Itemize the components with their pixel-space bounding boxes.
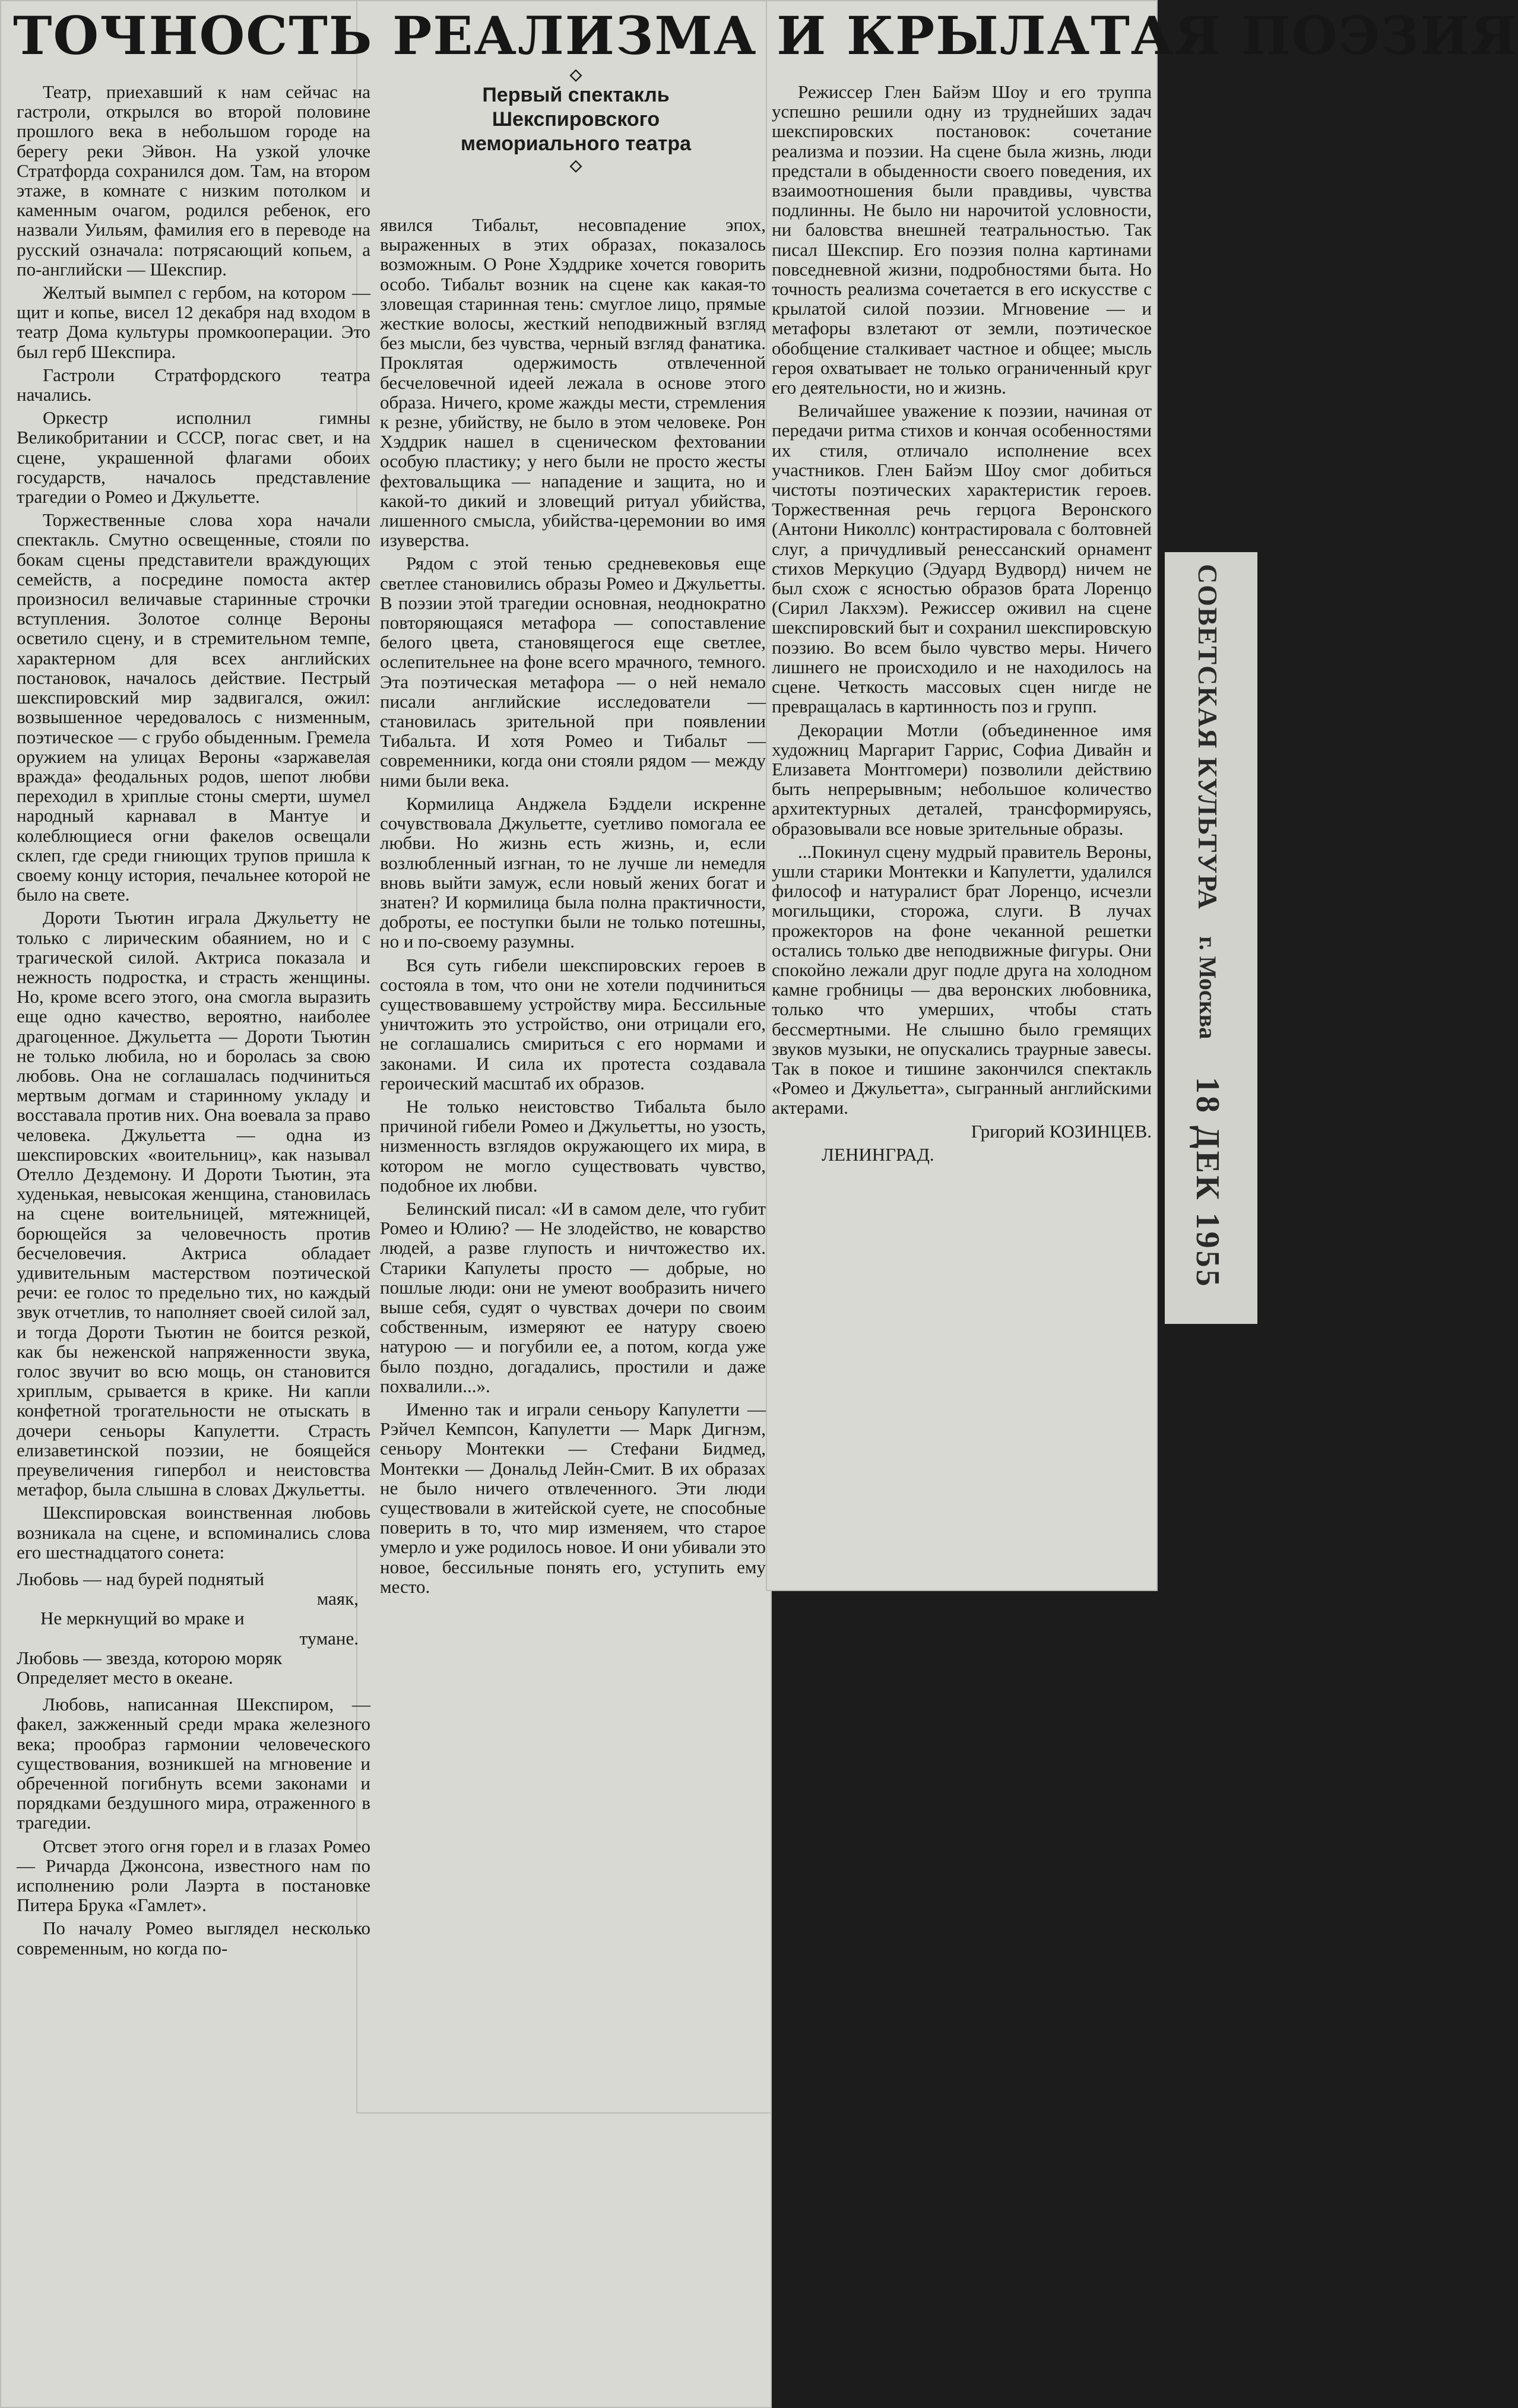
paragraph: Театр, приехавший к нам сейчас на гастроли, открылся во второй половине прошлого века в небольшом городе на берегу реки Эйвон. На узкой улочке Стратфорда сохранился дом. Там, на втором этаже, в комнате с низким потолком и каменным очагом, родился ребенок, его назвали Уильям, фамилия его в переводе на русский означала: потрясающий копьем, а по-английски — Шекспир.	[17, 81, 370, 280]
author-city: ЛЕНИНГРАД.	[822, 1143, 934, 1165]
paragraph: Любовь, написанная Шекспиром, — факел, зажженный среди мрака железного века; прообраз гармонии человеческого существования, возникшей на мгновение и обреченной погибнуть всеми законами и порядками бездушного мира, отраженного в трагедии.	[17, 1694, 370, 1833]
stamp-text	[1189, 564, 1227, 1289]
paragraph: Вся суть гибели шекспировских героев в состояла в том, что они не хотели подчиниться существовавшему устройству мира. Бессильные уничтожить это устройство, они отрицали его, не соглашались смириться с его нормами и законами. И сила их протеста создавала героический масштаб их образов.	[380, 954, 766, 1094]
paragraph: Желтый вымпел с гербом, на котором — щит и копье, висел 12 декабря над входом в театр Дома культуры промкооперации. Это был герб Шекспира.	[17, 282, 370, 362]
subheading-line: мемориального театра	[460, 132, 692, 155]
paragraph: Оркестр исполнил гимны Великобритании и СССР, погас свет, и на сцене, украшенной флагами обоих государств, началось представление трагедии о Ромео и Джульетте.	[17, 407, 370, 508]
stamp-newspaper-name: СОВЕТСКАЯ КУЛЬТУРА	[1193, 564, 1223, 910]
subheading-line: Первый спектакль	[482, 84, 670, 106]
verse-line: маяк,	[316, 1588, 359, 1609]
paragraph: ...Покинул сцену мудрый правитель Вероны, ушли старики Монтекки и Капулетти, удалился философ и натуралист брат Лоренцо, исчезли могильщики, сторожа, слуги. В лучах прожекторов на фоне чеканной решетки остались только две неподвижные фигуры. Они спокойно лежали друг подле друга на холодном камне гробницы — два веронских любовника, только что умерших, чтобы стать бессмертными. Не слышно было гремящих звуков музыки, не опускались траурные завесы. Так в покое и тишине закончился спектакль «Ромео и Джульетта», сыгранный английскими актерами.	[772, 841, 1152, 1119]
article-subheading	[386, 65, 766, 174]
paragraph: Белинский писал: «И в самом деле, что губит Ромео и Юлию? — Не злодейство, не коварство людей, а разве глупость и ничтожество их. Старики Капулеты просто — добрые, но пошлые люди: они не умеют вообразить ничего выше себя, судят о чувствах дочери по своим собственным, измеряют ее натуру своею натурою — и погубили ее, а потом, когда уже было поздно, догадались, простили и даже похвалили...».	[380, 1197, 766, 1396]
verse-line: Любовь — над бурей поднятый	[17, 1569, 265, 1590]
paragraph: явился Тибальт, несовпадение эпох, выраженных в этих образах, показалось возможным. О Роне Хэддрике хочется говорить особо. Тибальт возник на сцене как какая-то зловещая старинная тень: смуглое лицо, прямые жесткие волосы, жесткий неподвижный взгляд без мысли, без чувства, черный взгляд фанатика. Проклятая одержимость отвлеченной бесчеловечной идеей лежала в основе этого образа. Ничего, кроме жажды мести, стремления к резне, убийству, не было в этом человеке. Рон Хэддрик нашел в сценическом фехтовании особую пластику; у него были не просто жесты фехтовальщика — нападение и защита, но и какой-то дикий и зловещий ритуал убийства, лишенного смысла, убийства-церемонии во имя изуверства.	[380, 214, 766, 551]
author-signature: Григорий КОЗИНЦЕВ.	[971, 1120, 1152, 1142]
verse-line: Не меркнущий во мраке и	[40, 1608, 245, 1629]
paragraph: Шекспировская воинственная любовь возникала на сцене, и вспоминались слова его шестнадцатого сонета:	[17, 1502, 370, 1563]
paragraph: Рядом с этой тенью средневековья еще светлее становились образы Ромео и Джульетты. В поэзии этой трагедии основная, неоднократно повторяющаяся метафора — сопоставление белого цвета, становящегося еще светлее, ослепительнее на фоне всего мрачного, темного. Эта поэтическая метафора — о ней немало писали английские исследователи — становилась зрительной при появлении Тибальта. И хотя Ромео и Тибальт — современники, когда они стояли рядом — между ними были века.	[380, 553, 766, 791]
verse-line: Любовь — звезда, которою моряк	[17, 1647, 283, 1668]
article-headline: ТОЧНОСТЬ РЕАЛИЗМА И КРЫЛАТАЯ ПОЭЗИЯ	[13, 5, 1518, 66]
paragraph: Дороти Тьютин играла Джульетту не только с лирическим обаянием, но и с трагической силой. Актриса показала и нежность подростка, и страсть женщины. Но, кроме всего этого, она смогла выразить еще одно качество, вероятно, наиболее драгоценное. Джульетта — Дороти Тьютин не только любила, но и боролась за свою любовь. Она не соглашалась подчиниться мертвым догмам и старинному укладу и восставала против них. Она воевала за право человека. Джульетта — одна из шекспировских «воительниц», как называл Отелло Дездемону. И Дороти Тьютин, эта худенькая, невысокая женщина, становилась на сцене воительницей, мятежницей, борющейся за человечность против бесчеловечия. Актриса обладает удивительным мастерством поэтической речи: ее голос то предельно тих, но каждый звук отчетлив, то наполняет своей силой зал, и тогда Дороти Тьютин не боится резкой, как бы неженской напряженности звука, голос звучит во всю мощь, он становится хриплым, срывается в крике. Ни капли конфетной трогательности не отыскать в дочери сеньоры Капулетти. Страсть елизаветинской поэзии, не боящейся преувеличения гипербол и неистовства метафор, была слышна в словах Джульетты.	[17, 907, 370, 1500]
paragraph: Режиссер Глен Байэм Шоу и его труппа успешно решили одну из труднейших задач шекспировских постановок: сочетание реализма и поэзии. На сцене была жизнь, люди предстали в обыденности своего поведения, их взаимоотношения были правдивы, чувства подлинны. Не было ни нарочитой условности, ни баловства внешней театральностью. Так писал Шекспир. Его поэзия полна картинами повседневной жизни, подробностями быта. Но точность реализма сочетается в его искусстве с крылатой силой поэзии. Мгновение — и метафоры взлетают от земли, поэтическое обобщение сталкивает частное и общее; мысль героя охватывает не только ограниченный круг его деятельности, но и жизнь.	[772, 81, 1152, 398]
article-column-2	[380, 215, 766, 1596]
paragraph: Не только неистовство Тибальта было причиной гибели Ромео и Джульетты, но узость, низменность взглядов окружающего их мира, в котором не могло существовать чувство, подобное их любви.	[380, 1095, 766, 1196]
paragraph: Гастроли Стратфордского театра начались.	[17, 364, 370, 405]
paragraph: Торжественные слова хора начали спектакль. Смутно освещенные, стояли по бокам сцены представители враждующих семейств, а посредине помоста актер произносил величавые старинные строчки вступления. Золотое солнце Вероны осветило сцену, и в стремительном темпе, характерном для всех английских постановок, началось действие. Пестрый шекспировский мир задвигался, ожил: возвышенное чередовалось с низменным, поэтическое — с грубо обыденным. Гремела оружием на улицах Вероны «заржавелая вражда» феодальных родов, шепот любви переходил в хриплые стоны смерти, шумел народный карнавал в Мантуе и колеблющиеся огни факелов освещали склеп, где среди гниющих трупов пришла к своему концу история, печальнее которой не было на свете.	[17, 509, 370, 905]
verse-line: Определяет место в океане.	[17, 1667, 233, 1688]
stamp-city: г. Москва	[1194, 936, 1221, 1040]
paragraph: Именно так и играли сеньору Капулетти — Рэйчел Кемпсон, Капулетти — Марк Дигнэм, сеньору Монтекки — Стефани Бидмед, Монтекки — Дональд Лейн-Смит. В их образах не было ничего отвлеченного. Эти люди существовали в житейской суете, не способные поверить в то, что мир изменяем, что старое умерло и уже родилось новое. И они убивали это новое, бессильные понять его, уступить ему место.	[380, 1398, 766, 1597]
diamond-ornament-icon: ◇	[570, 65, 582, 83]
article-column-3	[772, 82, 1152, 1164]
verse-line: тумане.	[299, 1627, 359, 1649]
diamond-ornament-icon: ◇	[570, 156, 582, 174]
paragraph: Отсвет этого огня горел и в глазах Ромео — Ричарда Джонсона, известного нам по исполнению роли Лаэрта в постановке Питера Брука «Гамлет».	[17, 1835, 370, 1916]
subheading-line: Шекспировского	[492, 108, 660, 131]
sonnet-quote	[17, 1569, 370, 1687]
paragraph: Кормилица Анджела Бэддели искренне сочувствовала Джульетте, суетливо помогала ее любви. Но жизнь есть жизнь, и, если возлюбленный изгнан, то не лучше ли немедля вновь выйти замуж, если новый жених богат и знатен? И кормилица была полна практичности, доброты, ее поступки были не только потешны, но и по-своему разумны.	[380, 793, 766, 952]
stamp-date: 18 ДЕК 1955	[1189, 1077, 1226, 1289]
paragraph: По началу Ромео выглядел несколько современным, но когда по-	[17, 1918, 370, 1959]
paragraph: Декорации Мотли (объединенное имя художниц Маргарит Гаррис, Софиа Дивайн и Елизавета Монтгомери) позволили действию быть непрерывным; небольшое количество архитектурных деталей, трансформируясь, образовывали все новые зрительные образы.	[772, 719, 1152, 839]
article-column-1	[17, 82, 370, 1958]
archive-date-stamp	[1165, 552, 1257, 1324]
paragraph: Величайшее уважение к поэзии, начиная от передачи ритма стихов и кончая особенностями их стиля, отличало исполнение всех участников. Глен Байэм Шоу смог добиться чистоты поэтических характеристик героев. Торжественная речь герцога Веронского (Антони Николлс) контрастировала с болтовней слуг, а причудливый ренессанский орнамент стихов Меркуцио (Эдуард Вудворд) ничем не был схож с ясностью образов брата Лоренцо (Сирил Лакхэм). Режиссер оживил на сцене шекспировский быт и сохранил шекспировскую поэзию. Во всем было чувство меры. Ничего лишнего не происходило и не находилось на сцене. Четкость массовых сцен нигде не превращалась в картинность поз и групп.	[772, 400, 1152, 717]
